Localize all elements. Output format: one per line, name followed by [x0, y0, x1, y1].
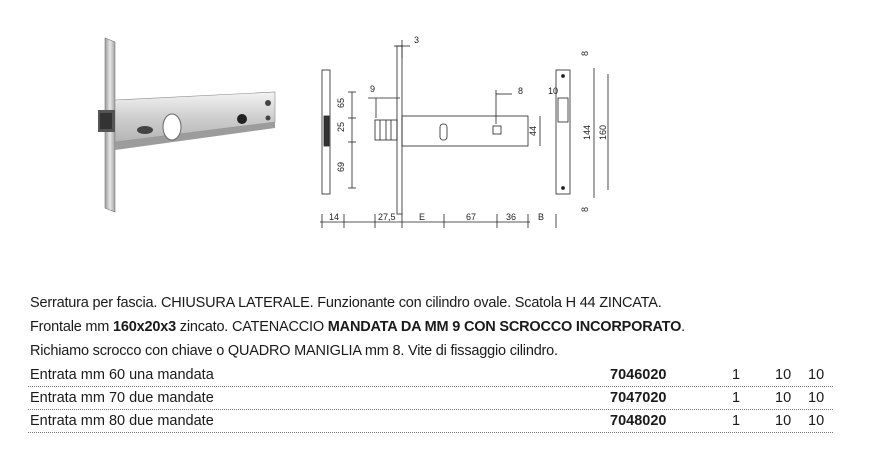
row-divider — [28, 409, 833, 410]
lock-illustration — [85, 30, 295, 220]
dim-b: B — [538, 212, 545, 222]
faceplate-front-view — [548, 28, 638, 238]
dim-8-top: 8 — [580, 50, 590, 56]
pack-qty-3: 10 — [808, 367, 825, 383]
description-line-3: Richiamo scrocco con chiave o QUADRO MANIGLIA mm 8. Vite di fissaggio cilindro. — [30, 343, 558, 359]
dim-144: 144 — [582, 124, 592, 140]
dim-9: 9 — [370, 84, 376, 94]
product-label: Entrata mm 70 due mandate — [30, 390, 214, 406]
desc-dimensions: 160x20x3 — [113, 319, 176, 335]
dim-27-5: 27,5 — [378, 212, 396, 222]
desc-period: . — [681, 319, 685, 335]
pack-qty-2: 10 — [775, 390, 792, 406]
pack-qty-3: 10 — [808, 390, 825, 406]
dim-3: 3 — [414, 35, 420, 45]
dim-8: 8 — [518, 86, 524, 96]
dim-8-bottom: 8 — [580, 206, 590, 212]
pack-qty-1: 1 — [732, 390, 741, 406]
pack-qty-2: 10 — [775, 367, 792, 383]
pack-qty-2: 10 — [775, 413, 792, 429]
product-code: 7047020 — [610, 390, 667, 406]
desc-frontale: Frontale mm — [30, 319, 114, 335]
product-code: 7048020 — [610, 413, 667, 429]
faceplate-front-drawing — [548, 28, 628, 238]
description-line-1: Serratura per fascia. CHIUSURA LATERALE. Funzionante con cilindro ovale. Scatola H 44 ZINCATA. — [30, 295, 662, 311]
desc-catenaccio: zincato. CATENACCIO — [175, 319, 328, 335]
dim-69: 69 — [336, 161, 346, 172]
product-row — [30, 367, 872, 387]
dim-67: 67 — [466, 212, 477, 222]
dim-e: E — [419, 212, 426, 222]
product-label: Entrata mm 60 una mandata — [30, 367, 214, 383]
product-code: 7046020 — [610, 367, 667, 383]
dim-25: 25 — [336, 121, 346, 132]
pack-qty-1: 1 — [732, 413, 741, 429]
dim-14: 14 — [329, 212, 340, 222]
dim-160: 160 — [598, 124, 608, 140]
pack-qty-3: 10 — [808, 413, 825, 429]
row-divider — [28, 432, 833, 433]
row-divider — [28, 386, 833, 387]
product-row — [30, 390, 872, 410]
product-label: Entrata mm 80 due mandate — [30, 413, 214, 429]
dim-44: 44 — [528, 125, 538, 136]
product-row — [30, 413, 872, 433]
description-line-2 — [30, 319, 685, 335]
dim-65: 65 — [336, 97, 346, 108]
lock-photo — [85, 30, 295, 220]
dim-10: 10 — [548, 86, 559, 96]
dim-36: 36 — [506, 212, 517, 222]
desc-mandata: MANDATA DA MM 9 CON SCROCCO INCORPORATO — [327, 319, 682, 335]
pack-qty-1: 1 — [732, 367, 741, 383]
